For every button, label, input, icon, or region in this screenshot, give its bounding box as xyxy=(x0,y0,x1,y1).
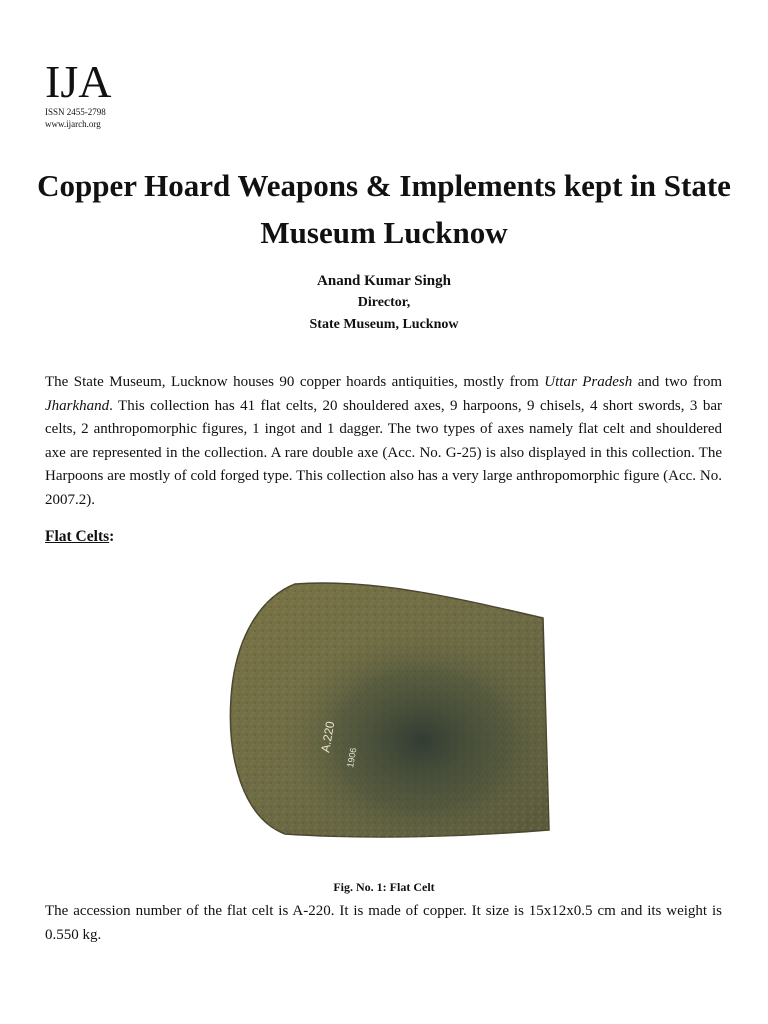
accession-label: A.220 xyxy=(318,720,338,754)
year-label: 1906 xyxy=(345,746,359,769)
author-position: Director, xyxy=(357,295,411,310)
author-block xyxy=(0,270,768,336)
intro-text-3: . This collection has 41 flat celts, 20 shouldered axes, 9 harpoons, 9 chisels, 4 short swords, 3 bar celts, 2 anthropomorphic figures, 1 ingot and 1 dagger. The two types of axes namely flat celt and shouldered axe are represented in the collection. A rare double axe (Acc. No. G-25) is also displayed in this collection. The Harpoons are mostly of cold forged type. This collection also has a very large anthropomorphic figure (Acc. No. 2007.2). xyxy=(45,397,722,508)
issn-line: ISSN 2455-2798 xyxy=(45,107,106,117)
intro-text-2: and two from xyxy=(632,374,722,390)
flat-celt-photo xyxy=(225,578,550,840)
figure-caption: Fig. No. 1: Flat Celt xyxy=(333,880,435,894)
place-jharkhand: Jharkhand xyxy=(45,397,110,414)
paper-title: Copper Hoard Weapons & Implements kept in State Museum Lucknow xyxy=(37,168,731,250)
description-paragraph: The accession number of the flat celt is A-220. It is made of copper. It size is 15x12x0.5 cm and its weight is 0.550 kg. xyxy=(45,903,722,943)
section-heading xyxy=(45,528,114,546)
intro-text-1: The State Museum, Lucknow houses 90 copper hoards antiquities, mostly from xyxy=(45,374,545,390)
intro-paragraph xyxy=(45,371,722,513)
place-uttar-pradesh: Uttar Pradesh xyxy=(544,374,633,390)
logo-mark: IJA xyxy=(45,56,112,107)
section-heading-text: Flat Celts xyxy=(45,528,110,545)
author-affiliation: State Museum, Lucknow xyxy=(309,317,459,332)
section-heading-colon: : xyxy=(109,528,115,545)
journal-logo xyxy=(45,58,111,130)
author-name: Anand Kumar Singh xyxy=(317,273,451,289)
website-line: www.ijarch.org xyxy=(45,119,101,129)
